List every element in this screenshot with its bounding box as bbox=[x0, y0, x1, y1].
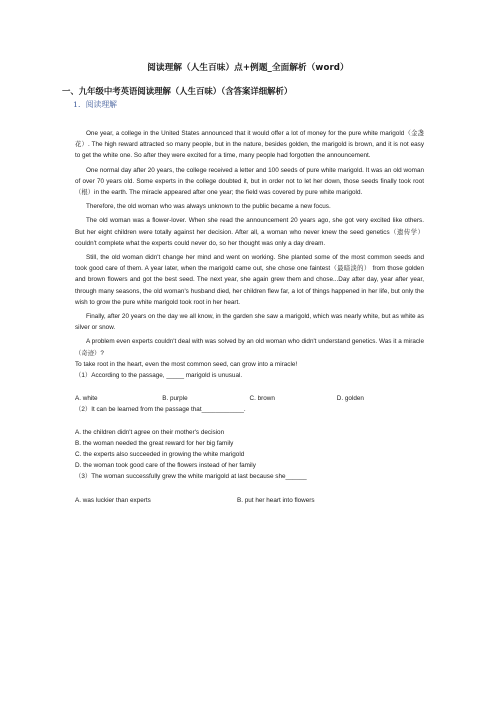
option-b[interactable]: B. put her heart into flowers bbox=[237, 496, 315, 504]
question-stem-3: （3）The woman successfully grew the white marigold at last because she______ bbox=[75, 473, 307, 481]
question-options-3 bbox=[75, 495, 424, 506]
passage-paragraph: Still, the old woman didn't change her mind and went on working. She planted some of the most common seeds and took good care of them. A year later, when the marigold came out, she chose one faintest（最暗淡的） from those golden and brown flowers and got the best seed. The next year, she again grew them and chose...Day after day, year after year, through many seasons, the old woman's husband died, her children flew far, a lot of things happened in her life, but only the wish to grow the pure white marigold took root in her heart. bbox=[75, 254, 424, 306]
passage-paragraph: Finally, after 20 years on the day we all know, in the garden she saw a marigold, which was nearly white, but as white as silver or snow. bbox=[75, 313, 424, 332]
passage-paragraph: One year, a college in the United States announced that it would offer a lot of money for the pure white marigold（金盏花）. The high reward attracted so many people, but in the nature, besides golden, the marigold is brown, and it is not easy to get the white one. So after they were excited for a time, many people had forgotten the announcement. bbox=[75, 130, 424, 160]
passage-body bbox=[75, 128, 424, 506]
option-b[interactable]: B. purple bbox=[162, 395, 188, 403]
question-stem-1: （1）According to the passage, _____ marigold is unusual. bbox=[75, 372, 243, 380]
option-b[interactable]: B. the woman needed the great reward for her big family bbox=[75, 439, 234, 447]
document-title: 阅读理解（人生百味）点+例题_全面解析（word） bbox=[147, 63, 349, 73]
passage-paragraph: Therefore, the old woman who was always unknown to the public became a new focus. bbox=[86, 203, 331, 211]
passage-paragraph: The old woman was a flower-lover. When she read the announcement 20 years ago, she got very excited like others. But her eight children were totally against her decision. After all, a woman who never knew the seed genetics（遗传学） couldn't complete what the experts could never do, so her thought was only a day dream. bbox=[75, 217, 424, 247]
option-d[interactable]: D. the woman took good care of the flowers instead of her family bbox=[75, 462, 256, 470]
question-heading: 1．阅读理解 bbox=[73, 100, 117, 109]
question-options-1 bbox=[75, 393, 424, 404]
spacer bbox=[75, 416, 424, 427]
passage-paragraph: A problem even experts couldn't deal with was solved by an old woman who didn't understand genetics. Was it a miracle （奇迹）? bbox=[75, 338, 424, 357]
question-stem-2: （2）It can be learned from the passage that____________. bbox=[75, 406, 246, 414]
option-d[interactable]: D. golden bbox=[336, 395, 364, 403]
option-c[interactable]: C. the experts also succeeded in growing the white marigold bbox=[75, 451, 245, 459]
passage-paragraph: One normal day after 20 years, the college received a letter and 100 seeds of pure white marigold. It was an old woman of over 70 years old. Some experts in the college doubted it, but in order not to let her down, those seeds finally took root （根）in the earth. The miracle appeared after one year; the field was covered by pure white marigold. bbox=[75, 166, 424, 197]
option-a[interactable]: A. was luckier than experts bbox=[75, 496, 151, 504]
option-a[interactable]: A. white bbox=[75, 395, 98, 403]
section-heading: 一、九年级中考英语阅读理解（人生百味）（含答案详细解析） bbox=[62, 86, 293, 96]
option-c[interactable]: C. brown bbox=[249, 395, 275, 403]
option-a[interactable]: A. the children didn't agree on their mother's decision bbox=[75, 428, 225, 436]
closing-line: To take root in the heart, even the most common seed, can grow into a miracle! bbox=[75, 360, 298, 368]
